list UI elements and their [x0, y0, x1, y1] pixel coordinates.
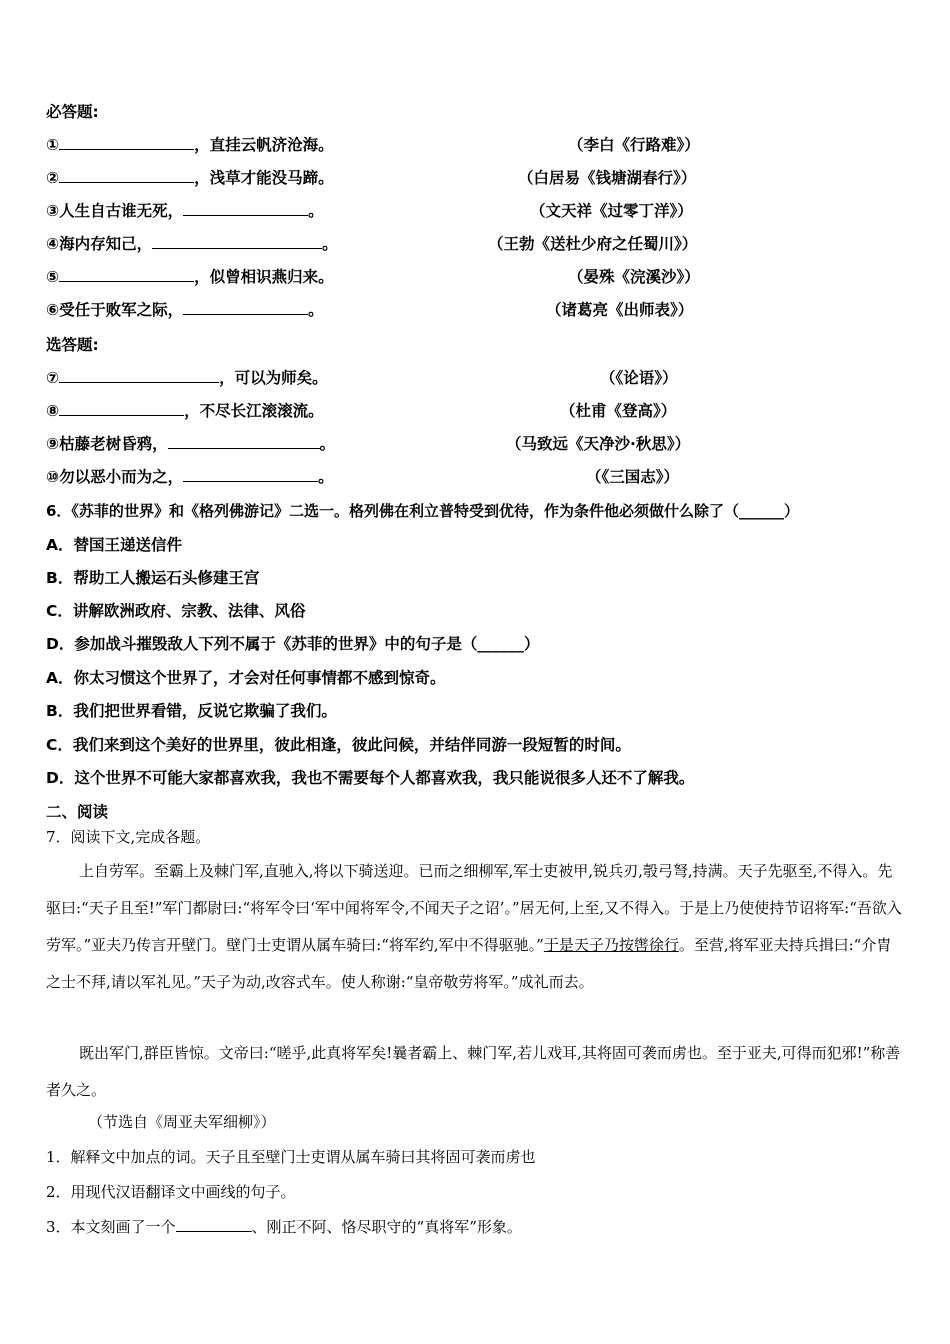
passage-paragraph-1: [46, 853, 906, 1001]
answer-blank[interactable]: [59, 267, 194, 282]
required-item-4: [46, 233, 338, 255]
passage-paragraph-2: 既出军门,群臣皆惊。文帝曰:“嗟乎,此真将军矣!曩者霸上、棘门军,若儿戏耳,其将固可袭而虏也。至于亚夫,可得而犯邪!”称善者久之。: [46, 1044, 901, 1099]
optional-item-7-source: （《论语》）: [600, 369, 678, 387]
item-text-before: ②: [46, 169, 60, 187]
q6-option-c[interactable]: C．讲解欧洲政府、宗教、法律、风俗: [46, 602, 306, 620]
item-text-before: ④海内存知己，: [46, 235, 153, 253]
item-text-before: ⑥受任于败军之际，: [46, 301, 184, 319]
item-text-after: 。: [308, 202, 324, 220]
item-text-after: ，浅草才能没马蹄。: [194, 169, 334, 187]
optional-item-8: [46, 400, 324, 422]
item-text-before: ③人生自古谁无死，: [46, 202, 184, 220]
answer-blank[interactable]: [176, 1217, 252, 1232]
item-text-before: 3．本文刻画了一个: [46, 1218, 176, 1236]
required-item-2: [46, 167, 334, 189]
q6b-option-d[interactable]: D．这个世界不可能大家都喜欢我，我也不需要每个人都喜欢我，我只能说很多人还不了解我。: [46, 769, 695, 787]
answer-blank[interactable]: [183, 201, 308, 216]
item-text-after: 。: [318, 468, 334, 486]
optional-item-10: [46, 466, 334, 488]
required-item-3-source: （文天祥《过零丁洋》）: [530, 202, 693, 220]
answer-blank[interactable]: [59, 135, 194, 150]
section-required-heading: 必答题:: [46, 103, 99, 121]
section-optional-heading: 选答题:: [46, 336, 99, 354]
required-item-6-source: （诸葛亮《出师表》）: [546, 301, 694, 319]
item-text-after: 。: [308, 301, 324, 319]
q6b-option-c[interactable]: C．我们来到这个美好的世界里，彼此相逢，彼此问候，并结伴同游一段短暂的时间。: [46, 736, 631, 754]
answer-blank[interactable]: [59, 368, 219, 383]
answer-blank[interactable]: [59, 168, 194, 183]
passage-source: （节选自《周亚夫军细柳》）: [88, 1113, 276, 1131]
passage-text: 。至营,将军亚夫持兵揖曰:“介胄之士不拜,请以军礼见。”天子为动,改容式车。使人称谢:“皇帝敬劳将军。”成礼而去。: [46, 936, 892, 991]
answer-blank[interactable]: [168, 434, 320, 449]
optional-item-9-source: （马致远《天净沙·秋思》）: [506, 435, 691, 453]
q7-sub-1: 1．解释文中加点的词。天子且至壁门士吏谓从属车骑曰其将固可袭而虏也: [46, 1148, 536, 1166]
item-text-after: ，不尽长江滚滚流。: [184, 402, 324, 420]
required-item-5-source: （晏殊《浣溪沙》）: [568, 268, 700, 286]
q6-option-d[interactable]: D．参加战斗摧毁敌人下列不属于《苏菲的世界》中的句子是（______）: [46, 635, 540, 653]
q6b-option-a[interactable]: A．你太习惯这个世界了，才会对任何事情都不感到惊奇。: [46, 669, 446, 687]
q6b-option-b[interactable]: B．我们把世界看错，反说它欺骗了我们。: [46, 702, 337, 720]
item-text-before: ①: [46, 136, 60, 154]
item-text-before: ⑨枯藤老树昏鸦，: [46, 435, 168, 453]
answer-blank[interactable]: [183, 467, 318, 482]
required-item-1-source: （李白《行路难》）: [568, 136, 700, 154]
q7-sub-3: [46, 1216, 522, 1238]
passage-text: 上自劳军。至霸上及棘门军,直驰入,将以下骑送迎。已而之细柳军,军士吏被甲,锐兵刃,彀弓弩,持满。天子先驱至,不得入。先驱曰:“天子且至!”军门都尉曰:“将军令曰‘军中闻将军令,不闻天子之诏’。”居无何,上至,又不得入。于是上乃使使持节诏将军:“吾欲入劳军。”亚夫乃传言开壁门。壁门士吏谓从属车骑曰:“将军约,军中不得驱驰。”: [46, 862, 902, 954]
item-text-after: ，直挂云帆济沧海。: [194, 136, 334, 154]
answer-blank[interactable]: [59, 401, 184, 416]
underlined-sentence: 于是天子乃按辔徐行: [543, 936, 679, 954]
answer-blank[interactable]: [152, 234, 322, 249]
q6-stem: 6．《苏菲的世界》和《格列佛游记》二选一。格列佛在利立普特受到优待，作为条件他必须做什么除了（______）: [46, 502, 799, 520]
item-text-before: ⑧: [46, 402, 60, 420]
required-item-2-source: （白居易《钱塘湖春行》）: [518, 169, 697, 187]
required-item-3: [46, 200, 324, 222]
item-text-after: 。: [319, 435, 336, 453]
q6-option-a[interactable]: A．替国王递送信件: [46, 536, 182, 554]
required-item-5: [46, 266, 334, 288]
item-text-after: 、刚正不阿、恪尽职守的“真将军”形象。: [251, 1218, 522, 1236]
q7-instruction: 7．阅读下文,完成各题。: [46, 828, 211, 846]
optional-item-10-source: （《三国志》）: [586, 468, 680, 486]
required-item-4-source: （王勃《送杜少府之任蜀川》）: [488, 235, 698, 253]
item-text-after: 。: [322, 235, 338, 253]
q7-sub-2: 2．用现代汉语翻译文中画线的句子。: [46, 1183, 296, 1201]
required-item-1: [46, 134, 334, 156]
optional-item-7: [46, 367, 328, 389]
reading-heading: 二、阅读: [46, 803, 109, 821]
optional-item-9: [46, 433, 335, 455]
optional-item-8-source: （杜甫《登高》）: [560, 402, 677, 420]
item-text-before: ⑩勿以恶小而为之，: [46, 468, 184, 486]
answer-blank[interactable]: [183, 300, 308, 315]
item-text-after: ，可以为师矣。: [219, 369, 328, 387]
item-text-after: ，似曾相识燕归来。: [194, 268, 334, 286]
item-text-before: ⑦: [46, 369, 60, 387]
item-text-before: ⑤: [46, 268, 60, 286]
q6-option-b[interactable]: B．帮助工人搬运石头修建王宫: [46, 569, 260, 587]
required-item-6: [46, 299, 324, 321]
